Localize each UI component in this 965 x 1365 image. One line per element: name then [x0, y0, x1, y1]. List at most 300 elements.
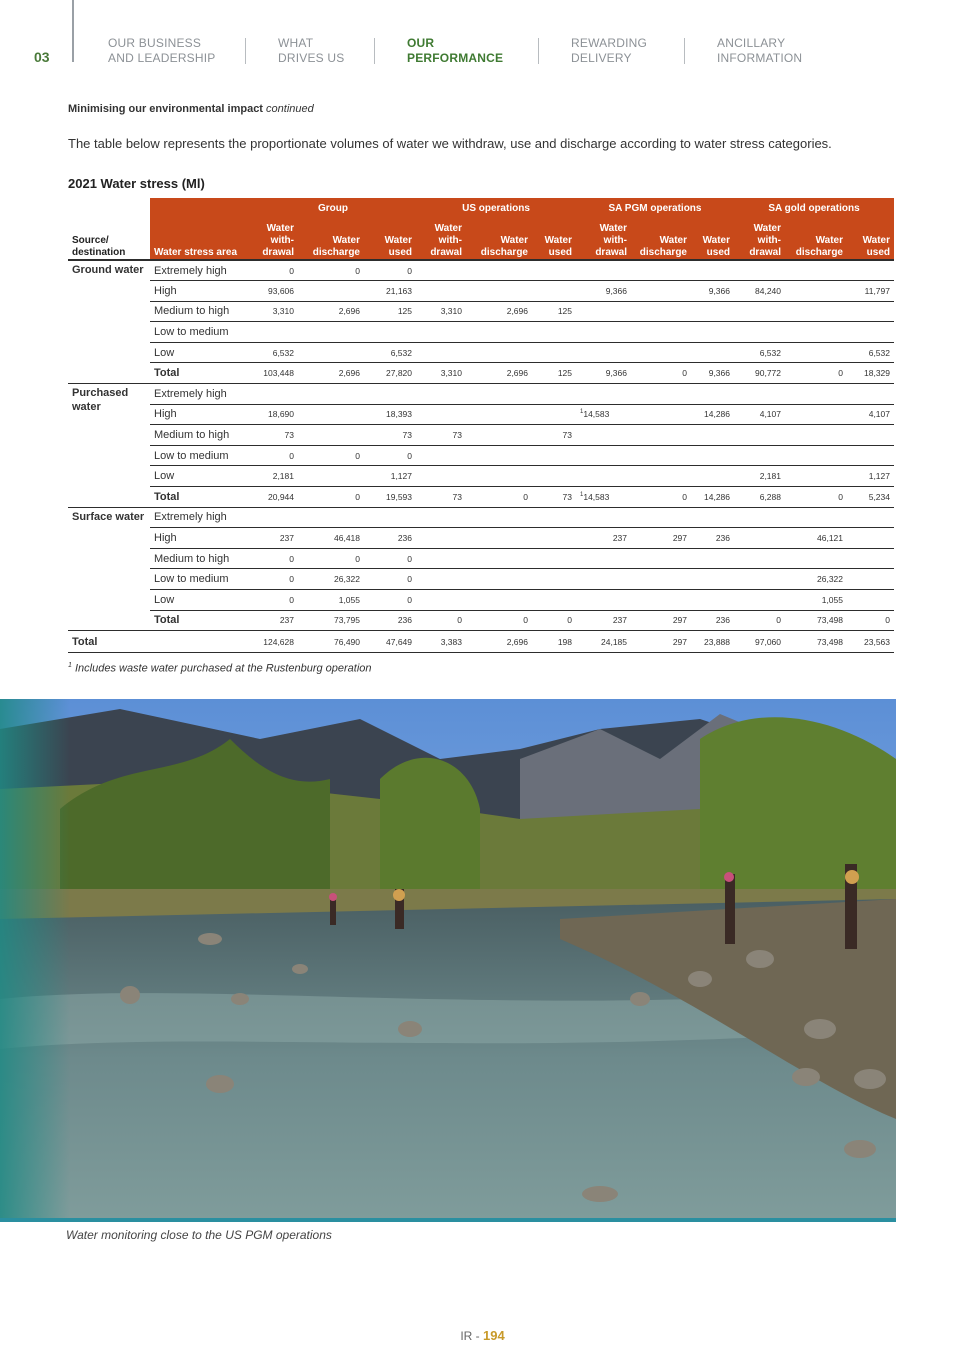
table-cell: [691, 445, 734, 466]
table-cell: [250, 466, 298, 487]
cell-value: 2,696: [506, 306, 528, 317]
table-cell: [847, 301, 894, 322]
stress-area-label: Medium to high: [150, 548, 250, 569]
cell-value: 14,583: [583, 491, 610, 502]
column-header-metric: Water used: [364, 218, 416, 260]
table-cell: [785, 610, 847, 631]
table-cell: [250, 487, 298, 508]
cell-value: 18,393: [386, 409, 412, 420]
table-cell: [576, 507, 631, 528]
table-row: [68, 590, 894, 611]
section-number: 03: [34, 49, 50, 65]
group-header-row: [68, 198, 894, 218]
table-cell: [250, 445, 298, 466]
cell-value: 2,696: [506, 368, 528, 379]
table-cell: [691, 363, 734, 384]
table-cell: [847, 322, 894, 343]
table-cell: [847, 590, 894, 611]
stress-area-label: Low: [150, 466, 250, 487]
cell-value: 3,310: [440, 368, 462, 379]
table-cell: [691, 466, 734, 487]
stress-area-label: Low to medium: [150, 445, 250, 466]
table-cell: [734, 260, 785, 281]
column-header-metric: Water used: [532, 218, 576, 260]
table-cell: 23,563: [847, 631, 894, 653]
table-cell: 76,490: [298, 631, 364, 653]
grand-total-label: Total: [68, 631, 250, 653]
cell-value: 0: [407, 594, 412, 605]
table-cell: [631, 466, 691, 487]
table-cell: [532, 260, 576, 281]
table-cell: [416, 281, 466, 302]
table-cell: [785, 425, 847, 446]
table-cell: [576, 384, 631, 405]
cell-value: 93,606: [268, 285, 294, 296]
table-cell: [847, 487, 894, 508]
section-subheading: Minimising our environmental impact continued: [68, 103, 314, 115]
group-header: SA gold operations: [734, 198, 894, 218]
table-cell: [576, 260, 631, 281]
table-cell: [631, 528, 691, 549]
table-cell: [734, 384, 785, 405]
cell-value: 236: [397, 615, 412, 626]
stress-area-label: Low to medium: [150, 322, 250, 343]
table-cell: [532, 425, 576, 446]
group-header: SA PGM operations: [576, 198, 734, 218]
table-cell: [364, 569, 416, 590]
table-cell: [364, 466, 416, 487]
table-cell: [364, 528, 416, 549]
cell-value: 125: [557, 368, 572, 379]
cell-value: 73: [562, 430, 572, 441]
cell-value: 2,181: [272, 471, 294, 482]
cell-value: 0: [289, 265, 294, 276]
table-cell: [416, 363, 466, 384]
column-header-metric: Water with- drawal: [734, 218, 785, 260]
cell-value: 73,498: [817, 615, 843, 626]
table-cell: [785, 590, 847, 611]
table-cell: [364, 384, 416, 405]
table-cell: [631, 548, 691, 569]
stress-area-label: High: [150, 404, 250, 425]
cell-value: 0: [682, 491, 687, 502]
table-cell: [298, 487, 364, 508]
top-navigation: [108, 36, 827, 66]
stress-area-label: Low: [150, 342, 250, 363]
table-cell: [298, 425, 364, 446]
table-cell: [298, 260, 364, 281]
cell-value: 1,127: [390, 471, 412, 482]
stress-area-label: Extremely high: [150, 507, 250, 528]
cell-value: 0: [885, 615, 890, 626]
table-cell: [364, 548, 416, 569]
table-cell: [298, 528, 364, 549]
table-cell: [416, 548, 466, 569]
table-cell: [631, 404, 691, 425]
table-row: [68, 425, 894, 446]
table-cell: 23,888: [691, 631, 734, 653]
group-header: Group: [250, 198, 416, 218]
table-cell: [631, 610, 691, 631]
table-cell: [532, 363, 576, 384]
table-cell: [466, 487, 532, 508]
table-cell: [847, 528, 894, 549]
table-row: [68, 548, 894, 569]
table-cell: [250, 342, 298, 363]
table-cell: [785, 466, 847, 487]
table-cell: [250, 528, 298, 549]
table-cell: [416, 322, 466, 343]
table-cell: [416, 342, 466, 363]
table-row: [68, 342, 894, 363]
stress-area-label: Extremely high: [150, 384, 250, 405]
cell-value: 4,107: [868, 409, 890, 420]
table-row: [68, 466, 894, 487]
cell-value: 73: [452, 491, 462, 502]
table-row: [68, 301, 894, 322]
cell-value: 0: [289, 574, 294, 585]
table-cell: [298, 569, 364, 590]
cell-value: 73: [402, 430, 412, 441]
table-cell: [466, 445, 532, 466]
table-cell: [631, 322, 691, 343]
table-cell: [785, 487, 847, 508]
table-cell: [364, 260, 416, 281]
table-cell: [250, 610, 298, 631]
table-cell: [532, 445, 576, 466]
table-cell: [576, 487, 631, 508]
table-cell: [576, 281, 631, 302]
table-cell: [734, 322, 785, 343]
table-cell: [298, 342, 364, 363]
table-cell: [250, 260, 298, 281]
table-cell: [631, 301, 691, 322]
header-divider: [72, 0, 74, 62]
nav-separator: [374, 38, 375, 64]
cell-value: 125: [397, 306, 412, 317]
table-cell: [631, 425, 691, 446]
cell-value: 14,286: [704, 491, 730, 502]
table-row: [68, 445, 894, 466]
source-label: Ground water: [68, 260, 150, 384]
column-header-metric: Water discharge: [298, 218, 364, 260]
table-row: [68, 528, 894, 549]
table-cell: [250, 404, 298, 425]
cell-value: 0: [355, 450, 360, 461]
stress-area-label: Extremely high: [150, 260, 250, 281]
cell-value: 1,055: [338, 594, 360, 605]
nav-rewarding-delivery[interactable]: REWARDING DELIVERY: [571, 36, 648, 65]
table-cell: [416, 466, 466, 487]
table-cell: [532, 322, 576, 343]
stress-area-label: Total: [150, 487, 250, 508]
table-cell: [250, 548, 298, 569]
cell-value: 237: [279, 615, 294, 626]
table-cell: [691, 260, 734, 281]
table-cell: [532, 507, 576, 528]
table-cell: [576, 425, 631, 446]
table-cell: [416, 301, 466, 322]
table-cell: [576, 610, 631, 631]
table-cell: [847, 466, 894, 487]
table-cell: [466, 466, 532, 487]
column-header-metric: Water discharge: [466, 218, 532, 260]
table-cell: [576, 528, 631, 549]
table-cell: [631, 507, 691, 528]
footnote-marker: 1: [580, 409, 584, 416]
table-cell: [785, 363, 847, 384]
table-cell: [631, 487, 691, 508]
table-cell: [785, 445, 847, 466]
cell-value: 125: [557, 306, 572, 317]
table-cell: [734, 301, 785, 322]
column-header-row: [68, 218, 894, 260]
table-cell: [785, 528, 847, 549]
table-cell: [364, 301, 416, 322]
table-cell: [847, 404, 894, 425]
table-cell: [466, 342, 532, 363]
table-total-row: [68, 363, 894, 384]
photo-accent-rule: [0, 1218, 896, 1222]
table-cell: [532, 610, 576, 631]
table-cell: [416, 590, 466, 611]
table-cell: [250, 301, 298, 322]
table-cell: [364, 610, 416, 631]
table-cell: [364, 445, 416, 466]
cell-value: 0: [523, 491, 528, 502]
column-header-area: Water stress area: [150, 218, 250, 260]
table-cell: [466, 569, 532, 590]
table-cell: [734, 425, 785, 446]
stress-area-label: Low: [150, 590, 250, 611]
cell-value: 0: [838, 491, 843, 502]
table-cell: [785, 260, 847, 281]
cell-value: 236: [397, 533, 412, 544]
table-row: [68, 281, 894, 302]
table-cell: [785, 507, 847, 528]
table-cell: [785, 384, 847, 405]
table-cell: [734, 610, 785, 631]
table-cell: [576, 322, 631, 343]
table-cell: [734, 281, 785, 302]
table-cell: [691, 301, 734, 322]
table-cell: [466, 322, 532, 343]
table-cell: 2,696: [466, 631, 532, 653]
table-cell: [364, 590, 416, 611]
table-cell: [847, 384, 894, 405]
table-cell: [631, 342, 691, 363]
cell-value: 236: [715, 533, 730, 544]
table-cell: [532, 466, 576, 487]
table-cell: [250, 425, 298, 446]
table-cell: [298, 322, 364, 343]
cell-value: 0: [457, 615, 462, 626]
cell-value: 18,690: [268, 409, 294, 420]
table-cell: [466, 590, 532, 611]
cell-value: 73: [452, 430, 462, 441]
cell-value: 26,322: [817, 574, 843, 585]
table-cell: [631, 590, 691, 611]
table-row: [68, 569, 894, 590]
cell-value: 0: [407, 450, 412, 461]
table-cell: [691, 507, 734, 528]
table-cell: [532, 281, 576, 302]
cell-value: 46,121: [817, 533, 843, 544]
table-cell: [631, 569, 691, 590]
table-cell: [466, 528, 532, 549]
table-cell: [785, 322, 847, 343]
cell-value: 297: [672, 615, 687, 626]
table-cell: [734, 445, 785, 466]
table-cell: [631, 260, 691, 281]
cell-value: 73,795: [334, 615, 360, 626]
cell-value: 9,366: [708, 368, 730, 379]
table-title: 2021 Water stress (Ml): [68, 176, 205, 191]
table-cell: [691, 322, 734, 343]
table-cell: [532, 301, 576, 322]
table-cell: [250, 384, 298, 405]
table-cell: [250, 281, 298, 302]
nav-our-business[interactable]: OUR BUSINESS AND LEADERSHIP: [108, 36, 216, 65]
table-cell: 297: [631, 631, 691, 653]
table-cell: [691, 384, 734, 405]
stress-area-label: Medium to high: [150, 425, 250, 446]
table-cell: [364, 487, 416, 508]
stress-area-label: Total: [150, 610, 250, 631]
cell-value: 236: [715, 615, 730, 626]
cell-value: 27,820: [386, 368, 412, 379]
table-cell: [250, 507, 298, 528]
cell-value: 21,163: [386, 285, 412, 296]
stress-area-label: High: [150, 528, 250, 549]
table-cell: 97,060: [734, 631, 785, 653]
table-cell: [576, 569, 631, 590]
nav-what-drives-us[interactable]: WHAT DRIVES US: [278, 36, 345, 65]
table-cell: [466, 507, 532, 528]
cell-value: 0: [776, 615, 781, 626]
table-cell: [734, 487, 785, 508]
table-cell: [691, 590, 734, 611]
table-cell: [847, 569, 894, 590]
table-cell: [364, 404, 416, 425]
table-total-row: [68, 487, 894, 508]
table-cell: [532, 569, 576, 590]
table-cell: 198: [532, 631, 576, 653]
cell-value: 0: [567, 615, 572, 626]
cell-value: 0: [407, 553, 412, 564]
cell-value: 3,310: [272, 306, 294, 317]
table-cell: [785, 281, 847, 302]
column-header-source: Source/ destination: [72, 235, 126, 258]
table-cell: [734, 466, 785, 487]
table-cell: [631, 384, 691, 405]
cell-value: 6,532: [759, 347, 781, 358]
table-cell: [847, 548, 894, 569]
table-cell: [734, 363, 785, 384]
column-header-metric: Water with- drawal: [250, 218, 298, 260]
cell-value: 19,593: [386, 491, 412, 502]
table-total-row: [68, 610, 894, 631]
table-cell: [847, 363, 894, 384]
table-cell: [416, 384, 466, 405]
table-cell: [847, 445, 894, 466]
cell-value: 6,532: [390, 347, 412, 358]
table-cell: [734, 342, 785, 363]
cell-value: 9,366: [708, 285, 730, 296]
table-cell: [847, 342, 894, 363]
table-cell: [691, 487, 734, 508]
table-cell: [532, 487, 576, 508]
table-cell: [298, 466, 364, 487]
table-cell: [691, 548, 734, 569]
cell-value: 0: [289, 553, 294, 564]
cell-value: 4,107: [759, 409, 781, 420]
cell-value: 73: [284, 430, 294, 441]
river-photo: [0, 699, 896, 1219]
table-cell: [416, 528, 466, 549]
table-cell: [364, 322, 416, 343]
table-cell: [847, 507, 894, 528]
table-cell: [298, 301, 364, 322]
water-stress-table: [68, 198, 894, 653]
table-cell: [364, 281, 416, 302]
table-cell: [576, 548, 631, 569]
cell-value: 1,055: [821, 594, 843, 605]
cell-value: 2,696: [338, 368, 360, 379]
cell-value: 11,797: [864, 285, 890, 296]
table-cell: [785, 301, 847, 322]
table-cell: [364, 342, 416, 363]
table-cell: [691, 404, 734, 425]
table-cell: [532, 548, 576, 569]
table-cell: [691, 342, 734, 363]
column-header-metric: Water discharge: [785, 218, 847, 260]
table-cell: [576, 301, 631, 322]
cell-value: 237: [612, 533, 627, 544]
cell-value: 0: [407, 574, 412, 585]
cell-value: 103,448: [263, 368, 294, 379]
table-cell: [631, 445, 691, 466]
column-header-metric: Water used: [847, 218, 894, 260]
table-cell: [298, 590, 364, 611]
table-cell: [734, 590, 785, 611]
table-cell: [576, 590, 631, 611]
table-cell: [466, 384, 532, 405]
nav-ancillary-information[interactable]: ANCILLARY INFORMATION: [717, 36, 803, 65]
nav-our-performance[interactable]: OUR PERFORMANCE: [407, 36, 504, 65]
cell-value: 1,127: [868, 471, 890, 482]
table-cell: [847, 425, 894, 446]
table-cell: [466, 281, 532, 302]
table-cell: [691, 425, 734, 446]
table-cell: [250, 569, 298, 590]
nav-separator: [245, 38, 246, 64]
table-cell: [416, 425, 466, 446]
intro-paragraph: The table below represents the proportionate volumes of water we withdraw, use and discharge according to water stress categories.: [68, 136, 832, 151]
table-cell: [734, 548, 785, 569]
table-row: [68, 404, 894, 425]
table-cell: [532, 590, 576, 611]
table-cell: [532, 384, 576, 405]
table-cell: [416, 445, 466, 466]
cell-value: 26,322: [334, 574, 360, 585]
table-cell: [466, 301, 532, 322]
table-cell: [576, 363, 631, 384]
table-cell: 124,628: [250, 631, 298, 653]
cell-value: 2,696: [338, 306, 360, 317]
column-header-metric: Water with- drawal: [416, 218, 466, 260]
table-cell: [847, 260, 894, 281]
